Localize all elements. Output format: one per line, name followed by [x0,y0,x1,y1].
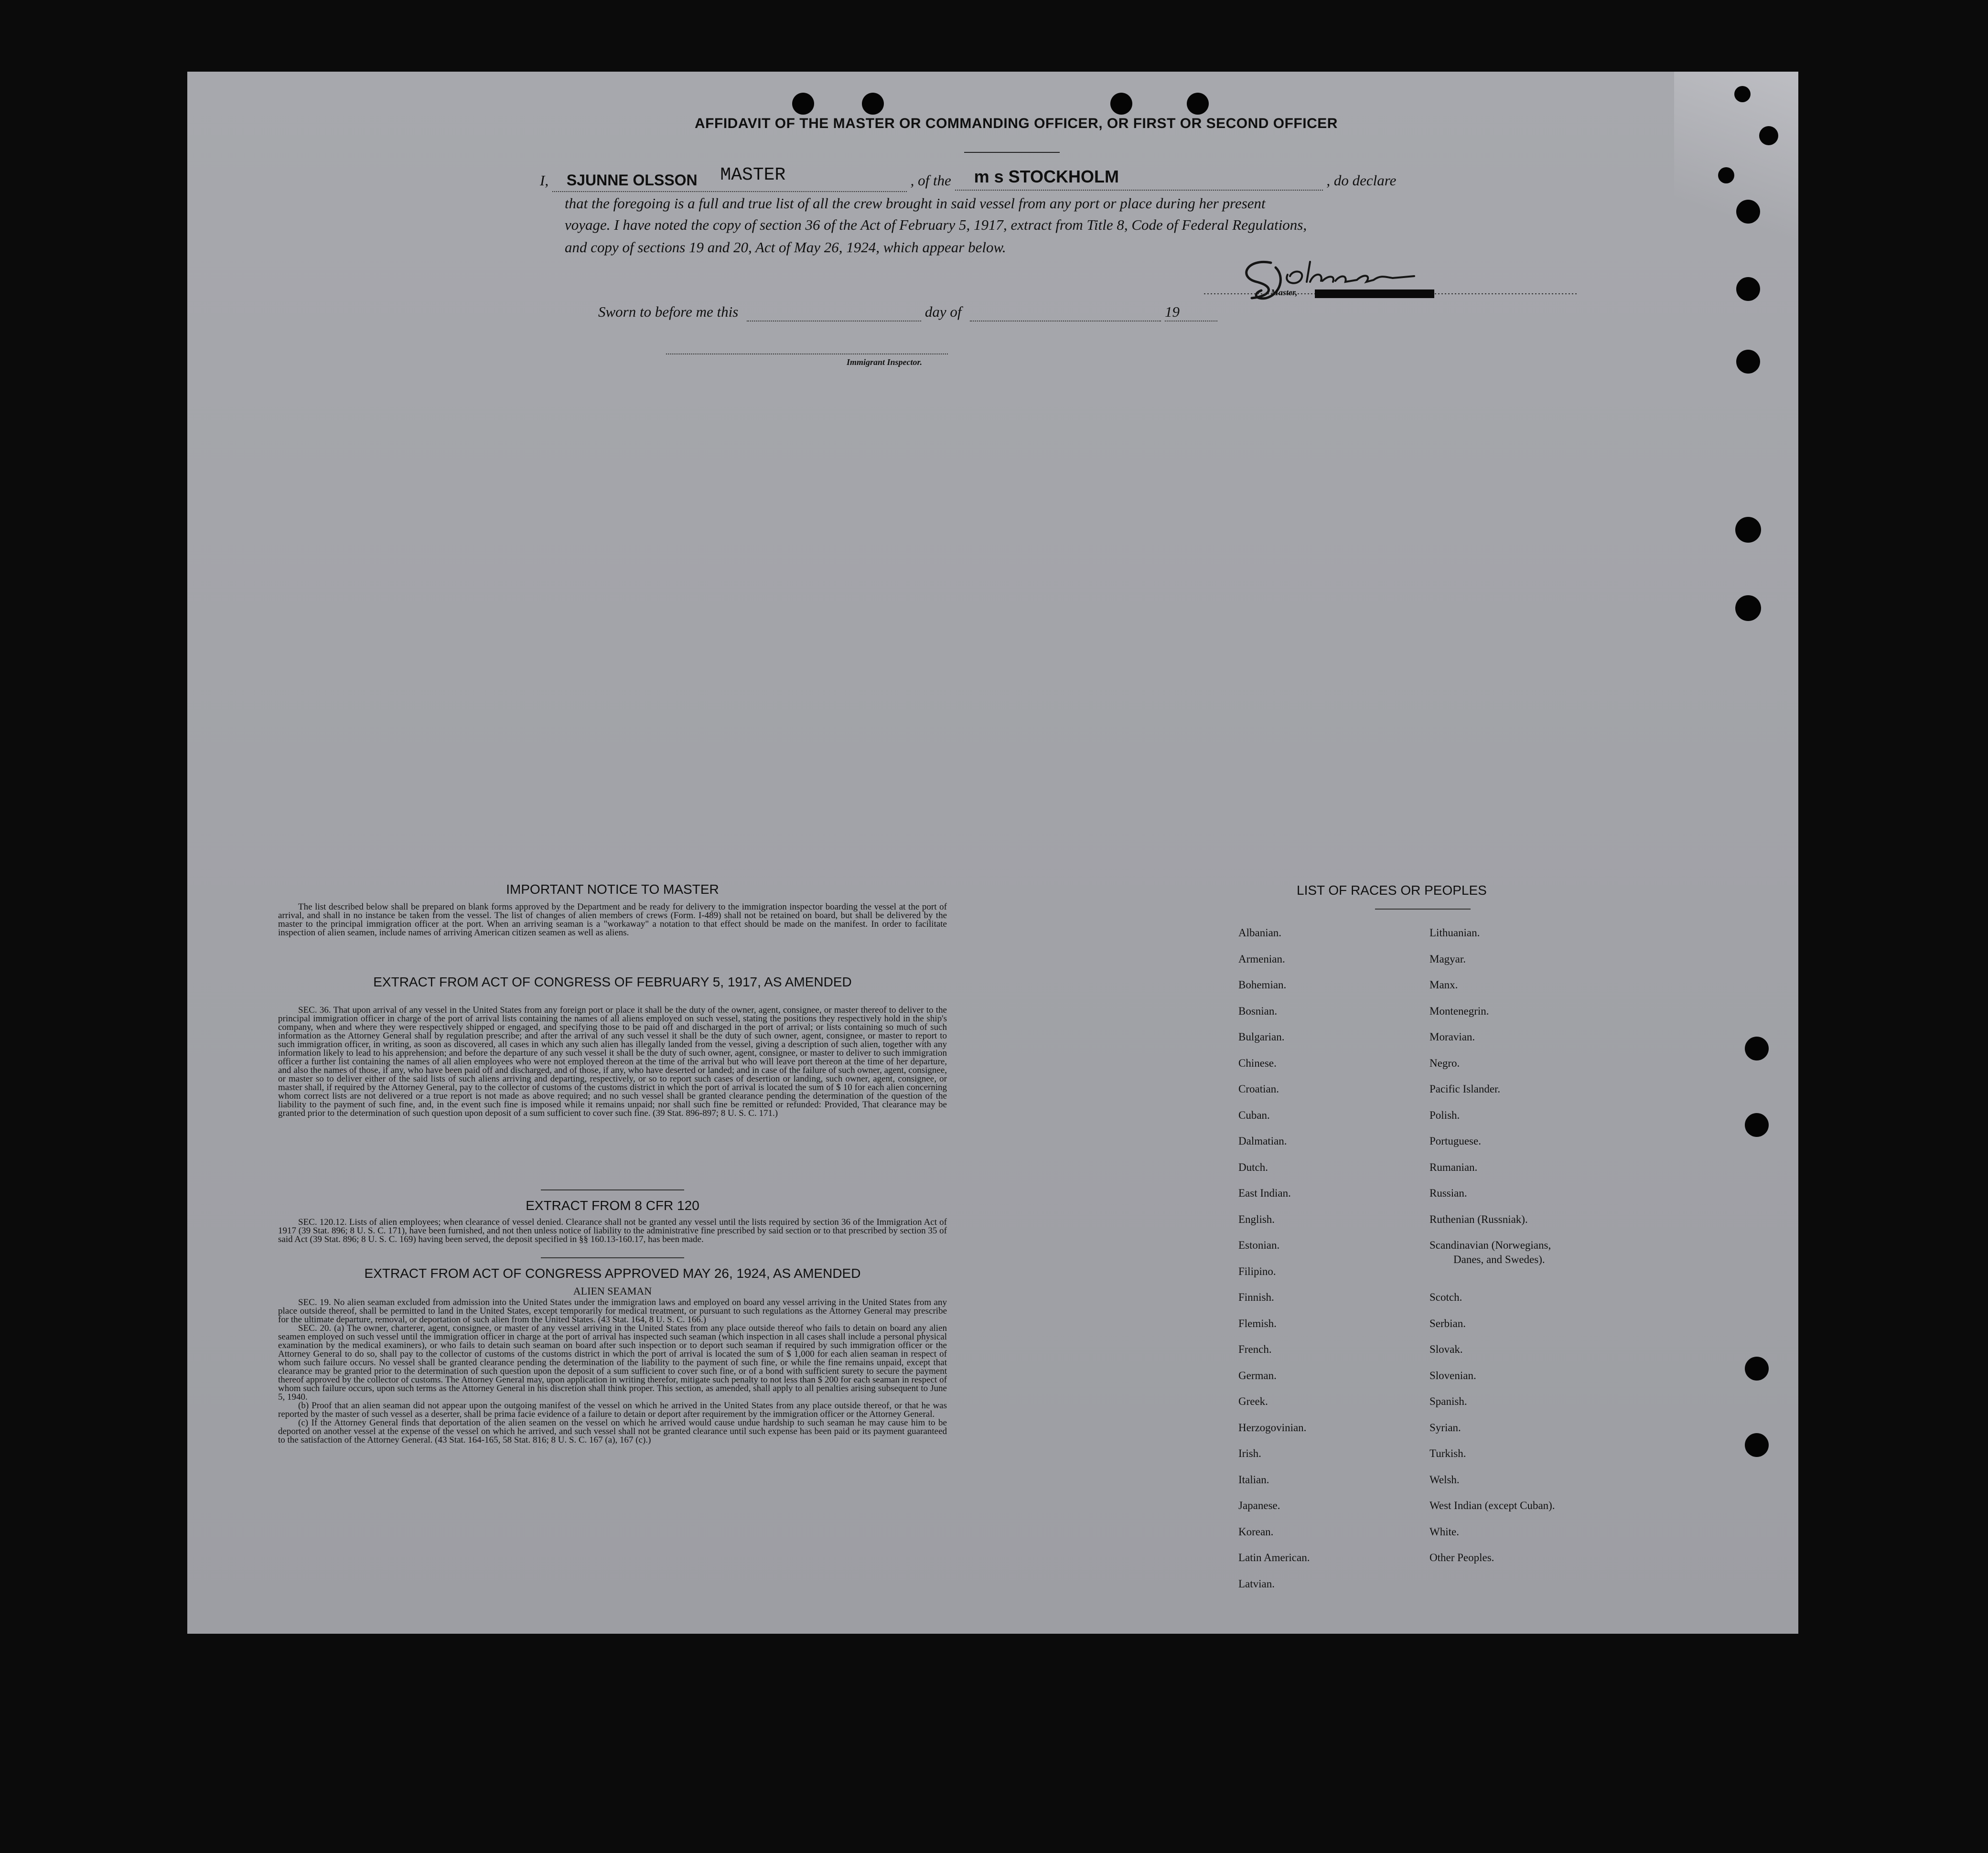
race-item: Spanish. [1429,1395,1467,1407]
race-item: Estonian. [1238,1239,1280,1251]
race-item: Filipino. [1238,1265,1276,1277]
notice-text: The list described below shall be prepared on blank forms approved by the Department and be ready for delivery to the immigration inspector boarding the vessel at the port of arrival, and shall in no instance be taken from the vessel. The list of changes of alien members of crews (Form. I-489) shall not be retained on board, but shall be delivered by the master to the principal immigration officer at the port. When an arriving seaman is a "workaway" a notation to that effect should be made on the manifest. In order to facilitate inspection of alien seamen, include names of arriving American citizen seamen as well as aliens. [278,902,947,938]
race-item: Lithuanian. [1429,927,1480,939]
binder-hole [792,93,814,115]
document-page [187,72,1798,1634]
binder-hole [1736,200,1760,224]
binder-hole [1110,93,1132,115]
race-item: Greek. [1238,1395,1268,1407]
binder-hole [1736,350,1760,374]
race-item: Serbian. [1429,1317,1466,1329]
race-item: Portuguese. [1429,1135,1481,1147]
race-item: German. [1238,1369,1277,1382]
race-item: Korean. [1238,1525,1274,1538]
year-prefix: 19 [1164,303,1180,320]
races-rule [1375,909,1471,910]
race-item: Flemish. [1238,1317,1277,1329]
affidavit-line-4: and copy of sections 19 and 20, Act of May 26, 1924, which appear below. [565,239,1006,256]
race-item: Pacific Islander. [1429,1083,1501,1095]
race-item: Bulgarian. [1238,1031,1285,1043]
sec-19-text: SEC. 19. No alien seaman excluded from admission into the United States under the immigration laws and employed on board any vessel arriving in the United States from any place outside thereof, shall be permitted to land in the United States, except temporarily for medical treatment, or pursuant to such regulations as the Attorney General may prescribe for the ultimate departure, removal, or deportation of such alien from the United States. (43 Stat. 164, 8 U. S. C. 166.) [278,1297,947,1325]
section-rule [541,1189,684,1190]
binder-hole [1745,1037,1769,1060]
section-rule [541,1257,684,1258]
of-the-text: , of the [910,172,951,189]
race-item: Syrian. [1429,1421,1461,1434]
race-item: French. [1238,1343,1272,1355]
inspector-signature-line[interactable] [666,353,948,354]
race-item: Finnish. [1238,1291,1274,1303]
race-item: Scotch. [1429,1291,1462,1303]
affidavit-title: AFFIDAVIT OF THE MASTER OR COMMANDING OFFICER, OR FIRST OR SECOND OFFICER [695,116,1338,131]
sworn-month-field[interactable] [970,303,1161,321]
race-item: East Indian. [1238,1187,1291,1199]
extract-1924-body [278,1298,947,1445]
extract-1917-title: EXTRACT FROM ACT OF CONGRESS OF FEBRUARY 5, 1917, AS AMENDED [373,975,852,989]
binder-hole [1736,277,1760,301]
binder-hole [1187,93,1209,115]
extract-1924-subtitle: ALIEN SEAMAN [573,1285,652,1297]
binder-hole [1735,595,1761,621]
master-caption: Master, [1271,288,1298,297]
master-name: SJUNNE OLSSON [566,171,698,189]
line1-prefix: I, [540,172,549,189]
sec-20b-text: (b) Proof that an alien seaman did not appear upon the outgoing manifest of the vessel on which he arrived in the United States from any place outside thereof, or that he was reported by the master of such vessel as a deserter, shall be prima facie evidence of a failure to detain or deport after requirement by the immigration officer or the Attorney General. [278,1401,947,1419]
race-item: Latin American. [1238,1552,1310,1564]
race-item-continuation: Danes, and Swedes). [1453,1253,1545,1265]
race-item: Croatian. [1238,1083,1279,1095]
race-item: Magyar. [1429,953,1466,965]
race-item: Manx. [1429,979,1458,991]
race-item: Scandinavian (Norwegians, [1429,1239,1551,1251]
race-item: White. [1429,1525,1459,1538]
extract-1924-title: EXTRACT FROM ACT OF CONGRESS APPROVED MAY 26, 1924, AS AMENDED [364,1266,861,1281]
affidavit-line-1 [540,165,1397,192]
race-item: English. [1238,1213,1275,1225]
race-item: Moravian. [1429,1031,1475,1043]
race-item: Armenian. [1238,953,1285,965]
binder-hole [1745,1113,1769,1137]
race-item: West Indian (except Cuban). [1429,1500,1555,1511]
sworn-day-field[interactable] [747,303,921,321]
races-title: LIST OF RACES OR PEOPLES [1297,883,1487,898]
extract-cfr-text: SEC. 120.12. Lists of alien employees; when clearance of vessel denied. Clearance shall not be granted any vessel until the lists required by section 36 of the Immigration Act of 1917 (39 Stat. 896; 8 U. S. C. 171), have been furnished, and not then unless notice of liability to the administrative fine prescribed by said section or to that prescribed by section 35 of said Act (39 Stat. 896; 8 U. S. C. 169) having been served, the deposit specified in §§ 160.13-160.17, has been made. [278,1217,947,1244]
extract-1917-text: SEC. 36. That upon arrival of any vessel in the United States from any foreign port or place it shall be the duty of the owner, agent, consignee, or master thereof to deliver to the principal immigration officer in charge of the port of arrival lists containing the names of all aliens employed on such vessel, stating the positions they respectively hold in the ship's company, when and where they were respectively shipped or engaged, and specifying those to be paid off and discharged in the port of arrival; or lists containing so much of such information as the Attorney General shall by regulation prescribe; and after the arrival of any such vessel it shall be the duty of such owner, agent, consignee, or master to report to such immigration officer, in writing, as soon as discovered, all cases in which any such alien has illegally landed from the vessel, giving a description of such alien, together with any information likely to lead to his apprehension; and before the departure of any such vessel it shall be the duty of such owner, agent, consignee, or master to deliver to such immigration officer a further list containing the names of all alien employees who were not employed thereon at the time of the arrival but who will leave port thereon at the time of her departure, and also the names of those, if any, who have been paid off and discharged, and of those, if any, who have deserted or landed; and in case of the failure of such owner, agent, consignee, or master so to deliver either of the said lists of such aliens arriving and departing, respectively, or so to report such cases of desertion or landing, such owner, agent, consignee, or master shall, if required by the Attorney General, pay to the collector of customs of the customs district in which the port of arrival is located the sum of $ 10 for each alien concerning whom correct lists are not delivered or a true report is not made as above required; and no such vessel shall be granted clearance pending the determination of the question of the liability to the payment of such fine, and, in the event such fine is imposed while it remains unpaid; nor shall such fine be remitted or refunded: Provided, That clearance may be granted prior to the determination of such question upon deposit of a sum sufficient to cover such fine. (39 Stat. 896-897; 8 U. S. C. 171.) [278,1005,947,1118]
race-item: Turkish. [1429,1447,1466,1459]
binder-hole [862,93,884,115]
affidavit-line-3: voyage. I have noted the copy of section 36 of the Act of February 5, 1917, extract from Title 8, Code of Federal Regulations, [565,216,1307,233]
affidavit-line-2: that the foregoing is a full and true list of all the crew brought in said vessel from any port or place during her present [565,195,1266,212]
races-column-1 [1238,927,1420,1604]
race-item: Herzogovinian. [1238,1421,1307,1434]
race-item: Montenegrin. [1429,1005,1489,1017]
master-name-field[interactable] [552,165,907,192]
page-fold-shading [1674,72,1798,272]
extract-cfr-title: EXTRACT FROM 8 CFR 120 [526,1198,699,1213]
binder-hole [1745,1357,1769,1381]
race-item: Dalmatian. [1238,1135,1287,1147]
binder-hole [1734,86,1751,102]
title-rule [964,152,1060,153]
race-item: Ruthenian (Russniak). [1429,1213,1528,1225]
sec-20a-text: SEC. 20. (a) The owner, charterer, agent, consignee, or master of any vessel arriving in the United States from any place outside thereof who fails to detain on board any alien seamen employed on such vessel until the immigration officer in charge at the port of arrival has inspected such seaman (which inspection in all cases shall include a personal physical examination by the medical examiners), or who fails to detain such seaman on board after such inspection or to deport such seaman if required by such immigration officer or the Attorney General to do so, shall pay to the collector of customs of the customs district in which the port of arrival is located the sum of $ 1,000 for each alien seaman in respect of whom such failure occurs. No vessel shall be granted clearance pending the determination of the liability to the payment of such fine, or while the fine remains unpaid, except that clearance may be granted prior to the determination of such question upon the deposit of a sum sufficient to cover such fine, or of a bond with sufficient surety to secure the payment thereof approved by the collector of customs. The Attorney General may, upon application in writing therefor, mitigate such penalty to not less than $ 200 for each seaman in respect of whom such failure occurs, upon such terms as the Attorney General in his discretion shall think proper. This section, as amended, shall apply to all penalties arising subsequent to June 5, 1940. [278,1323,947,1402]
binder-hole [1759,126,1778,145]
race-item: Dutch. [1238,1161,1268,1173]
race-item: Welsh. [1429,1473,1460,1486]
race-item: Albanian. [1238,927,1282,939]
race-item: Other Peoples. [1429,1552,1494,1564]
binder-hole [1718,167,1734,183]
day-of-text: day of [924,303,962,320]
race-item: Latvian. [1238,1577,1275,1590]
race-item: Slovenian. [1429,1369,1476,1382]
race-item: Japanese. [1238,1500,1280,1511]
race-item: Bosnian. [1238,1005,1278,1017]
race-item: Cuban. [1238,1109,1270,1121]
binder-hole [1735,517,1761,543]
binder-hole [1745,1433,1769,1457]
race-item: Irish. [1238,1447,1261,1459]
race-item: Polish. [1429,1109,1460,1121]
race-item: Bohemian. [1238,979,1287,991]
vessel-name: m s STOCKHOLM [974,167,1119,186]
sec-20c-text: (c) If the Attorney General finds that deportation of the alien seamen on the vessel on which he arrived would cause undue hardship to such seaman he may cause him to be deported on another vessel at the expense of the vessel on which he arrived, and such vessel shall not be granted clearance until such expense has been paid or its payment guaranteed to the satisfaction of the Attorney General. (43 Stat. 164-165, 58 Stat. 816; 8 U. S. C. 167 (a), 167 (c).) [278,1418,947,1445]
notice-title: IMPORTANT NOTICE TO MASTER [506,882,719,897]
race-item: Rumanian. [1429,1161,1478,1173]
races-column-2 [1429,927,1659,1578]
vessel-field[interactable] [955,167,1323,191]
redaction-bar [1315,289,1434,298]
rank-value: MASTER [720,165,786,185]
sworn-line [598,303,1217,321]
race-item: Chinese. [1238,1057,1277,1069]
inspector-caption: Immigrant Inspector. [847,357,923,367]
race-item: Italian. [1238,1473,1269,1486]
sworn-prefix: Sworn to before me this [598,303,739,320]
do-declare-text: , do declare [1326,172,1397,189]
race-item: Slovak. [1429,1343,1463,1355]
sworn-year-field[interactable] [1165,303,1217,321]
race-item: Negro. [1429,1057,1460,1069]
race-item: Russian. [1429,1187,1467,1199]
